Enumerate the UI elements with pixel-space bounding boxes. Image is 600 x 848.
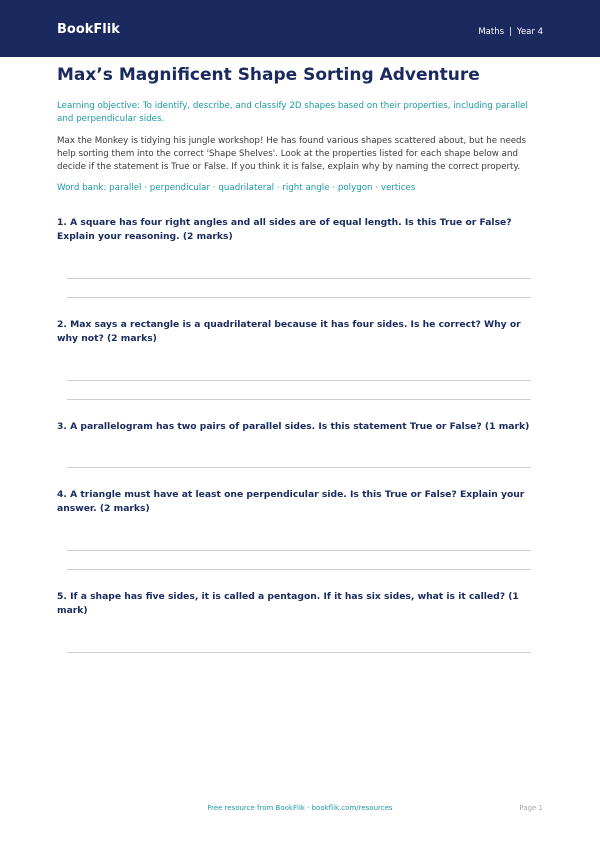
header-meta: [478, 26, 543, 38]
meta-separator: |: [509, 27, 512, 37]
question-text: 5. If a shape has five sides, it is called a pentagon. If it has six sides, what is it called? (1 mark): [57, 591, 519, 616]
answer-line[interactable]: [67, 467, 531, 468]
word-bank: Word bank: parallel · perpendicular · quadrilateral · right angle · polygon · vertices: [57, 183, 416, 193]
answer-line[interactable]: [67, 380, 531, 381]
brand-logo[interactable]: BookFlik: [57, 22, 120, 37]
subject-label: Maths: [478, 27, 505, 37]
question-text: 4. A triangle must have at least one perpendicular side. Is this True or False? Explain your answer. (2 marks): [57, 489, 525, 514]
page-footer: [0, 802, 600, 814]
question-text: 2. Max says a rectangle is a quadrilateral because it has four sides. Is he correct? Why or why not? (2 marks): [57, 319, 521, 344]
question-3: [57, 420, 543, 434]
worksheet-title: Max’s Magnificent Shape Sorting Adventure: [57, 65, 480, 85]
question-text: 1. A square has four right angles and all sides are of equal length. Is this True or False? Explain your reasoning. (2 marks): [57, 217, 512, 242]
header-bar: [0, 0, 600, 57]
answer-line[interactable]: [67, 569, 531, 570]
answer-line[interactable]: [67, 297, 531, 298]
question-5: [57, 590, 543, 618]
learning-objective: Learning objective: To identify, describe, and classify 2D shapes based on their properties, including parallel and perpendicular sides.: [57, 101, 528, 124]
answer-line[interactable]: [67, 550, 531, 551]
question-text: 3. A parallelogram has two pairs of parallel sides. Is this statement True or False? (1 mark): [57, 421, 530, 432]
footer-resource-link[interactable]: Free resource from BookFlik · bookflik.com/resources: [207, 804, 393, 812]
year-label: Year 4: [516, 27, 543, 37]
page-number: Page 1: [519, 804, 543, 812]
intro-text: Max the Monkey is tidying his jungle workshop! He has found various shapes scattered about, but he needs help sorting them into the correct 'Shape Shelves'. Look at the properties listed for each shape below and decide if the statement is True or False. If you think it is false, explain why by naming the correct property.: [57, 136, 527, 172]
answer-line[interactable]: [67, 278, 531, 279]
answer-line[interactable]: [67, 652, 531, 653]
question-4: [57, 488, 543, 516]
answer-line[interactable]: [67, 399, 531, 400]
question-1: [57, 216, 543, 244]
question-2: [57, 318, 543, 346]
worksheet-intro: [57, 64, 543, 195]
